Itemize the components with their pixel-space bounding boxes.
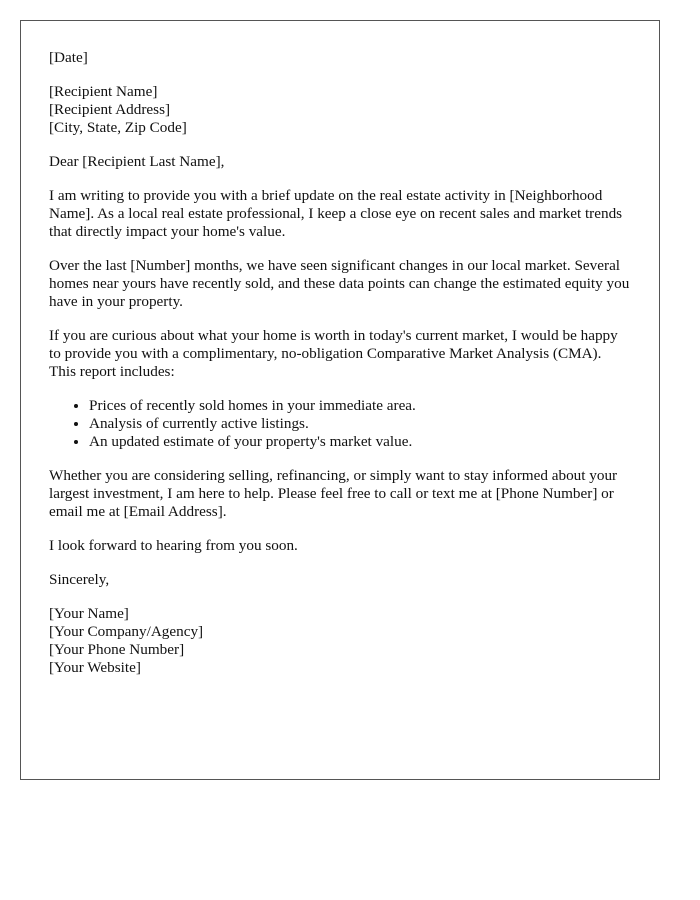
recipient-address: [Recipient Address] — [49, 101, 171, 118]
report-items-list — [49, 397, 631, 451]
list-item: • Prices of recently sold homes in your immediate area. — [89, 397, 631, 415]
recipient-block — [49, 83, 631, 137]
market-paragraph: Over the last [Number] months, we have seen significant changes in our local market. Several homes near yours have recently sold, and these data points can change the estimated equity you have in your property. — [49, 257, 630, 310]
sender-website: [Your Website] — [49, 659, 141, 676]
recipient-name: [Recipient Name] — [49, 83, 158, 100]
list-item: • An updated estimate of your property's market value. — [89, 433, 631, 451]
intro-paragraph: I am writing to provide you with a brief update on the real estate activity in [Neighborhood Name]. As a local real estate professional, I keep a close eye on recent sales and market trends that directly impact your home's value. — [49, 187, 623, 240]
signature-block — [49, 605, 631, 677]
sender-phone: [Your Phone Number] — [49, 641, 185, 658]
recipient-city-state-zip: [City, State, Zip Code] — [49, 119, 187, 136]
contact-paragraph: Whether you are considering selling, refinancing, or simply want to stay informed about your largest investment, I am here to help. Please feel free to call or text me at [Phone Number] or email me at [Email Address]. — [49, 467, 618, 520]
list-item: • Analysis of currently active listings. — [89, 415, 631, 433]
sender-name: [Your Name] — [49, 605, 129, 622]
letter-page — [20, 20, 660, 780]
cma-offer-paragraph: If you are curious about what your home is worth in today's current market, I would be happy to provide you with a complimentary, no-obligation Comparative Market Analysis (CMA). This report includes: — [49, 327, 618, 380]
salutation: Dear [Recipient Last Name], — [49, 153, 225, 170]
sign-off: Sincerely, — [49, 571, 110, 588]
closing-paragraph: I look forward to hearing from you soon. — [49, 537, 298, 554]
date-line: [Date] — [49, 49, 88, 66]
sender-company: [Your Company/Agency] — [49, 623, 204, 640]
